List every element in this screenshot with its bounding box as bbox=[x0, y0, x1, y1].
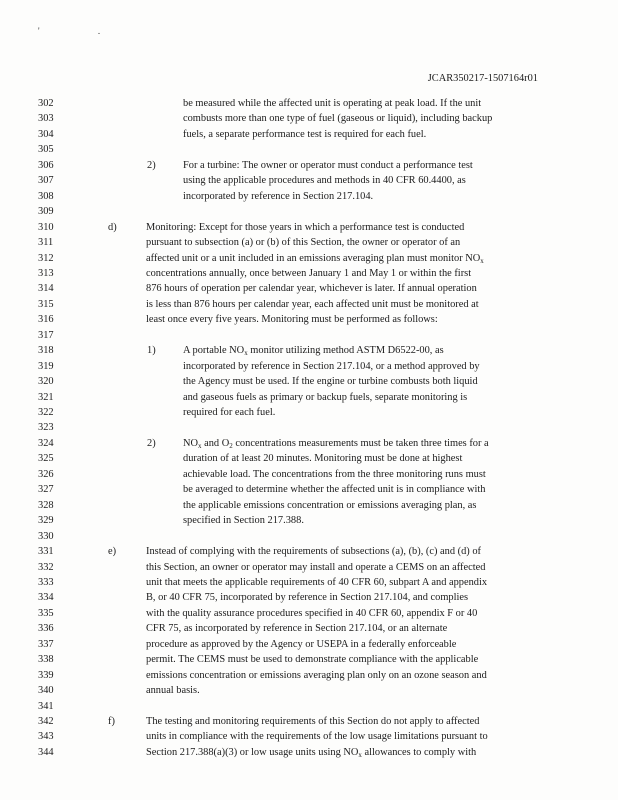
text-segment: Monitoring: Except for those years in which a performance test is conducted bbox=[146, 221, 465, 233]
line-number: 328 bbox=[38, 499, 54, 511]
line-number: 322 bbox=[38, 407, 54, 418]
text-segment: pursuant to subsection (a) or (b) of this Section, the owner or operator of an bbox=[146, 237, 461, 249]
body-text-line bbox=[146, 623, 447, 635]
text-segment: is less than 876 hours per calendar year, each affected unit must be monitored at bbox=[146, 298, 479, 310]
body-text-line bbox=[146, 670, 487, 682]
text-segment: Section 217.388(a)(3) or low usage units using NO bbox=[146, 746, 359, 758]
text-segment: specified in Section 217.388. bbox=[183, 515, 304, 527]
line-number: 326 bbox=[38, 468, 54, 480]
text-segment: concentrations annually, once between January 1 and May 1 or within the first bbox=[146, 267, 472, 279]
text-segment: incorporated by reference in Section 217.104. bbox=[183, 190, 374, 202]
body-text-line bbox=[183, 98, 481, 110]
subscript-text: x bbox=[358, 750, 362, 759]
body-text-line bbox=[146, 546, 481, 558]
line-number: 342 bbox=[38, 716, 54, 727]
text-segment: units in compliance with the requirements of the low usage limitations pursuant to bbox=[146, 731, 488, 743]
text-segment: procedure as approved by the Agency or USEPA in a federally enforceable bbox=[146, 638, 457, 650]
line-number: 307 bbox=[38, 175, 54, 187]
body-text-line bbox=[146, 577, 487, 589]
text-segment: duration of at least 20 minutes. Monitoring must be done at highest bbox=[183, 453, 463, 465]
line-number: 325 bbox=[38, 453, 54, 465]
line-number: 327 bbox=[38, 484, 54, 496]
line-number: 341 bbox=[38, 700, 54, 712]
text-segment: monitor utilizing method ASTM D6522-00, as bbox=[247, 345, 444, 357]
body-text-line bbox=[183, 345, 444, 357]
body-text-line bbox=[146, 268, 471, 280]
body-text-line bbox=[146, 314, 438, 326]
text-segment: Instead of complying with the requirements of subsections (a), (b), (c) and (d) of bbox=[146, 546, 481, 558]
text-segment: required for each fuel. bbox=[183, 407, 276, 418]
body-text-line bbox=[146, 639, 456, 651]
body-text-line bbox=[183, 484, 485, 496]
line-number: 329 bbox=[38, 515, 54, 527]
line-number: 333 bbox=[38, 576, 54, 588]
body-text-line bbox=[183, 469, 486, 481]
body-text-line bbox=[183, 113, 492, 125]
text-segment: For a turbine: The owner or operator must conduct a performance test bbox=[183, 159, 473, 171]
document-id-header: JCAR350217-1507164r01 bbox=[427, 73, 538, 84]
line-number: 321 bbox=[38, 391, 54, 403]
line-number: 337 bbox=[38, 638, 54, 650]
line-number: 308 bbox=[38, 190, 54, 202]
text-segment: and gaseous fuels as primary or backup fuels, separate monitoring is bbox=[183, 391, 468, 403]
subscript-text: 2 bbox=[229, 441, 233, 450]
subsection-marker: d) bbox=[108, 221, 117, 233]
body-text-line bbox=[146, 237, 460, 249]
text-segment: be averaged to determine whether the affected unit is in compliance with bbox=[183, 484, 486, 496]
line-number: 338 bbox=[38, 654, 54, 666]
line-number: 302 bbox=[38, 98, 54, 109]
line-number: 320 bbox=[38, 376, 54, 388]
text-segment: B, or 40 CFR 75, incorporated by reference in Section 217.104, and complies bbox=[146, 592, 469, 604]
body-text-line bbox=[183, 175, 466, 187]
text-segment: least once every five years. Monitoring must be performed as follows: bbox=[146, 314, 438, 326]
line-number: 315 bbox=[38, 298, 54, 310]
text-segment: with the quality assurance procedures specified in 40 CFR 60, appendix F or 40 bbox=[146, 607, 478, 619]
body-text-line bbox=[183, 160, 473, 172]
line-number: 334 bbox=[38, 592, 54, 604]
line-number: 313 bbox=[38, 267, 54, 279]
line-number: 314 bbox=[38, 283, 54, 295]
line-number: 312 bbox=[38, 252, 54, 264]
line-number: 332 bbox=[38, 561, 54, 573]
text-segment: CFR 75, as incorporated by reference in Section 217.104, or an alternate bbox=[146, 623, 448, 635]
body-text-line bbox=[146, 592, 468, 604]
body-text-line bbox=[183, 361, 480, 373]
line-number: 339 bbox=[38, 669, 54, 681]
text-segment: using the applicable procedures and methods in 40 CFR 60.4400, as bbox=[183, 175, 466, 187]
line-number: 323 bbox=[38, 422, 54, 434]
line-number: 336 bbox=[38, 623, 54, 635]
text-segment: 876 hours of operation per calendar year, whichever is later. If annual operation bbox=[146, 283, 477, 295]
line-number: 319 bbox=[38, 360, 54, 372]
subsection-marker: f) bbox=[108, 716, 115, 727]
body-text-line bbox=[146, 654, 478, 666]
body-text-line bbox=[146, 731, 488, 743]
body-text-line bbox=[183, 453, 462, 465]
line-number: 317 bbox=[38, 329, 54, 341]
line-number: 331 bbox=[38, 546, 54, 558]
text-segment: achievable load. The concentrations from the three monitoring runs must bbox=[183, 468, 486, 480]
subscript-text: x bbox=[198, 441, 202, 450]
body-text-line bbox=[146, 253, 484, 265]
text-segment: combusts more than one type of fuel (gaseous or liquid), including backup bbox=[183, 113, 493, 125]
line-number: 306 bbox=[38, 159, 54, 171]
text-segment: A portable NO bbox=[183, 345, 245, 357]
body-text-line bbox=[146, 747, 476, 759]
text-segment: incorporated by reference in Section 217.104, or a method approved by bbox=[183, 360, 480, 372]
subsection-marker: 2) bbox=[147, 159, 156, 171]
body-text-line bbox=[183, 500, 476, 512]
body-text-line bbox=[146, 608, 477, 620]
body-text-line bbox=[146, 283, 477, 295]
text-segment: this Section, an owner or operator may install and operate a CEMS on an affected bbox=[146, 561, 486, 573]
text-segment: emissions concentration or emissions averaging plan only on an ozone season and bbox=[146, 669, 487, 681]
line-number: 340 bbox=[38, 685, 54, 697]
line-number: 304 bbox=[38, 128, 54, 140]
subsection-marker: 1) bbox=[147, 345, 156, 357]
line-number: 330 bbox=[38, 530, 54, 542]
line-number: 310 bbox=[38, 221, 54, 233]
text-segment: NO bbox=[183, 437, 199, 449]
text-segment: affected unit or a unit included in an emissions averaging plan must monitor NO bbox=[146, 252, 481, 264]
text-segment: permit. The CEMS must be used to demonstrate compliance with the applicable bbox=[146, 654, 479, 666]
line-number: 344 bbox=[38, 746, 54, 758]
body-text-line bbox=[183, 129, 426, 141]
body-text-line bbox=[183, 191, 373, 203]
text-segment: unit that meets the applicable requirements of 40 CFR 60, subpart A and appendix bbox=[146, 576, 488, 588]
line-number: 318 bbox=[38, 345, 54, 357]
text-segment: the Agency must be used. If the engine or turbine combusts both liquid bbox=[183, 376, 478, 388]
line-number: 305 bbox=[38, 144, 54, 156]
line-number: 335 bbox=[38, 607, 54, 619]
body-text-line bbox=[183, 376, 478, 388]
text-segment: concentrations measurements must be taken three times for a bbox=[232, 437, 489, 449]
text-segment: the applicable emissions concentration or emissions averaging plan, as bbox=[183, 499, 477, 511]
body-text-line bbox=[146, 716, 479, 728]
text-segment: The testing and monitoring requirements of this Section do not apply to affected bbox=[146, 716, 480, 727]
text-segment: annual basis. bbox=[146, 685, 200, 697]
line-number: 324 bbox=[38, 437, 54, 449]
line-number: 303 bbox=[38, 113, 54, 125]
text-segment: and O bbox=[201, 437, 230, 449]
line-number: 309 bbox=[38, 206, 54, 218]
subscript-text: x bbox=[244, 349, 248, 358]
body-text-line bbox=[183, 438, 489, 450]
text-segment: be measured while the affected unit is operating at peak load. If the unit bbox=[183, 98, 482, 109]
body-text-line bbox=[146, 562, 485, 574]
line-number: 311 bbox=[38, 237, 54, 249]
subsection-marker: e) bbox=[108, 546, 117, 558]
text-segment: allowances to comply with bbox=[361, 746, 477, 758]
scan-specks: ' . bbox=[38, 26, 129, 36]
body-text-line bbox=[183, 515, 304, 527]
subsection-marker: 2) bbox=[147, 437, 156, 449]
body-text-line bbox=[183, 407, 275, 419]
subscript-text: x bbox=[480, 256, 484, 265]
body-text-line bbox=[146, 685, 200, 697]
text-segment: fuels, a separate performance test is required for each fuel. bbox=[183, 128, 427, 140]
body-text-line bbox=[146, 299, 479, 311]
body-text-line bbox=[183, 392, 467, 404]
body-text-line bbox=[146, 222, 464, 234]
line-number: 343 bbox=[38, 731, 54, 743]
line-number: 316 bbox=[38, 314, 54, 326]
